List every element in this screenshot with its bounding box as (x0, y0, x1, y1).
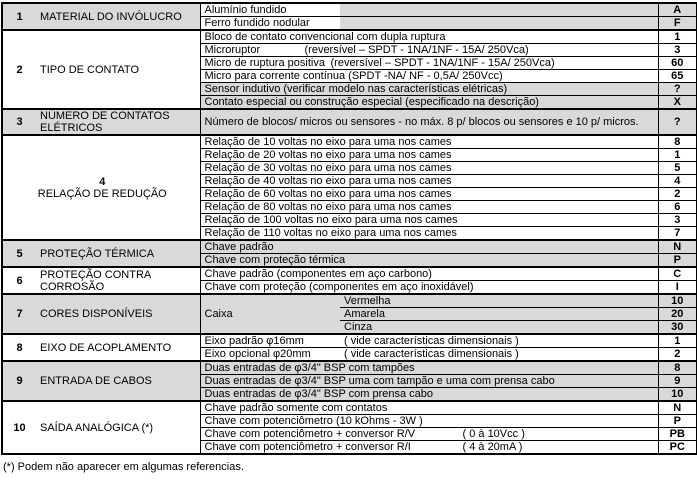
group-1-label: MATERIAL DO INVÓLUCRO (36, 3, 200, 30)
option-text (200, 441, 658, 455)
group-2-label: TIPO DE CONTATO (36, 30, 200, 109)
option-text: Chave com proteção térmica (200, 254, 658, 268)
group-6-row (2, 267, 697, 281)
option-text: Alumínio fundido (200, 3, 340, 17)
option-code: 6 (658, 201, 697, 214)
group-10-number: 10 (2, 401, 36, 454)
option-text-part1: Micro de ruptura positiva (204, 57, 325, 69)
group-3-row (2, 109, 697, 135)
color-option: Cinza (340, 321, 658, 335)
option-code: 1 (658, 30, 697, 44)
option-text: Relação de 20 voltas no eixo para uma nos cames (200, 149, 658, 162)
option-text: Chave padrão (200, 240, 658, 254)
group-3-number: 3 (2, 109, 36, 135)
option-code: P (658, 415, 697, 428)
option-text-part2: ( 4 à 20mA ) (462, 441, 523, 453)
option-text-part2: ( 0 à 10Vcc ) (462, 428, 525, 440)
option-text: Chave padrão somente com contatos (200, 401, 658, 415)
option-text (200, 57, 658, 70)
option-text: Relação de 40 voltas no eixo para uma nos cames (200, 175, 658, 188)
group-9-number: 9 (2, 361, 36, 401)
option-code: 2 (658, 348, 697, 362)
option-code: I (658, 281, 697, 295)
option-text (200, 44, 658, 57)
option-text: Micro para corrente contínua (SPDT -NA/ NF - 0,5A/ 250Vcc) (200, 70, 658, 83)
option-code: P (658, 254, 697, 268)
option-text-part1: Chave com potenciômetro + conversor R/V (204, 428, 416, 440)
group-7-label: CORES DISPONÍVEIS (36, 294, 200, 334)
footnote: (*) Podem não aparecer em algumas referencias. (3, 461, 244, 473)
color-item-label: Caixa (200, 294, 340, 334)
option-text: Chave com potenciômetro (10 kOhms - 3W ) (200, 415, 658, 428)
group-6-label: PROTEÇÃO CONTRA CORROSÃO (36, 267, 200, 294)
option-code: PB (658, 428, 697, 441)
option-filler (340, 3, 658, 17)
group-9-row (2, 361, 697, 375)
option-code: 8 (658, 361, 697, 375)
option-text-part1: Eixo opcional φ20mm (200, 348, 340, 362)
group-8-number: 8 (2, 334, 36, 361)
option-text-part1: Microruptor (204, 44, 261, 56)
color-option: Amarela (340, 308, 658, 321)
group-1-number: 1 (2, 3, 36, 30)
group-2-number: 2 (2, 30, 36, 109)
option-code: 8 (658, 135, 697, 149)
option-text: Duas entradas de φ3/4" BSP com tampões (200, 361, 658, 375)
option-code: 9 (658, 375, 697, 388)
option-code: A (658, 3, 697, 17)
group-7-number: 7 (2, 294, 36, 334)
option-text: Relação de 80 voltas no eixo para uma nos cames (200, 201, 658, 214)
option-code: 2 (658, 188, 697, 201)
option-code: 3 (658, 214, 697, 227)
option-code: 1 (658, 334, 697, 348)
option-code: N (658, 240, 697, 254)
group-3-label: NÚMERO DE CONTATOS ELÉTRICOS (36, 109, 200, 135)
option-code: 7 (658, 227, 697, 241)
option-code: X (658, 96, 697, 110)
option-text: Contato especial ou construção especial (especificado na descrição) (200, 96, 658, 110)
group-8-row (2, 334, 697, 348)
option-code: C (658, 267, 697, 281)
option-text: Relação de 100 voltas no eixo para uma nos cames (200, 214, 658, 227)
group-4-number: 4 (99, 175, 106, 188)
option-text: Ferro fundido nodular (200, 17, 340, 31)
option-text: Sensor indutivo (verificar modelo nas características elétricas) (200, 83, 658, 96)
option-text (200, 428, 658, 441)
group-10-label: SAÍDA ANALÓGICA (*) (36, 401, 200, 454)
option-text: Relação de 30 voltas no eixo para uma nos cames (200, 162, 658, 175)
option-code: 20 (658, 308, 697, 321)
option-code: 4 (658, 175, 697, 188)
color-option: Vermelha (340, 294, 658, 308)
option-text-part2: (reversível – SPDT - 1NA/1NF - 15A/ 250Vca) (304, 44, 529, 56)
option-text-part2: ( vide características dimensionais ) (340, 348, 658, 362)
option-text-part2: (reversível – SPDT - 1NA/1NF - 15A/ 250Vca) (330, 57, 555, 69)
option-code: 65 (658, 70, 697, 83)
option-text-part2: ( vide características dimensionais ) (340, 334, 658, 348)
option-code: 10 (658, 388, 697, 402)
group-4-label: RELAÇÃO DE REDUÇÃO (37, 187, 167, 200)
option-text: Bloco de contato convencional com dupla ruptura (200, 30, 658, 44)
option-text-part1: Eixo padrão φ16mm (200, 334, 340, 348)
option-code: F (658, 17, 697, 31)
option-code: PC (658, 441, 697, 455)
option-code: 3 (658, 44, 697, 57)
option-text: Duas entradas de φ3/4" BSP com prensa cabo (200, 388, 658, 402)
group-2-row (2, 30, 697, 44)
group-7-row (2, 294, 697, 308)
group-9-label: ENTRADA DE CABOS (36, 361, 200, 401)
option-code: 1 (658, 149, 697, 162)
option-text-part1: Chave com potenciômetro + conversor R/I (204, 441, 411, 453)
option-code: N (658, 401, 697, 415)
group-5-row (2, 240, 697, 254)
group-5-label: PROTEÇÃO TÉRMICA (36, 240, 200, 267)
option-code: 10 (658, 294, 697, 308)
group-4-row (2, 135, 697, 149)
group-6-number: 6 (2, 267, 36, 294)
option-text: Chave com proteção (componentes em aço inoxidável) (200, 281, 658, 295)
option-text: Chave padrão (componentes em aço carbono) (200, 267, 658, 281)
option-text: Relação de 110 voltas no eixo para uma nos cames (200, 227, 658, 241)
option-text: Relação de 60 voltas no eixo para uma nos cames (200, 188, 658, 201)
group-10-row (2, 401, 697, 415)
option-code: ? (658, 109, 697, 135)
group-8-label: EIXO DE ACOPLAMENTO (36, 334, 200, 361)
option-text: Número de blocos/ micros ou sensores - no máx. 8 p/ blocos ou sensores e 10 p/ micros. (200, 109, 658, 135)
option-text: Relação de 10 voltas no eixo para uma nos cames (200, 135, 658, 149)
option-code: 30 (658, 321, 697, 335)
spec-table (1, 2, 697, 455)
option-filler (340, 17, 658, 31)
option-text: Duas entradas de φ3/4" BSP uma com tampão e uma com prensa cabo (200, 375, 658, 388)
group-1-row (2, 3, 697, 17)
option-code: ? (658, 83, 697, 96)
option-code: 5 (658, 162, 697, 175)
option-code: 60 (658, 57, 697, 70)
group-4-header (2, 135, 200, 240)
group-5-number: 5 (2, 240, 36, 267)
